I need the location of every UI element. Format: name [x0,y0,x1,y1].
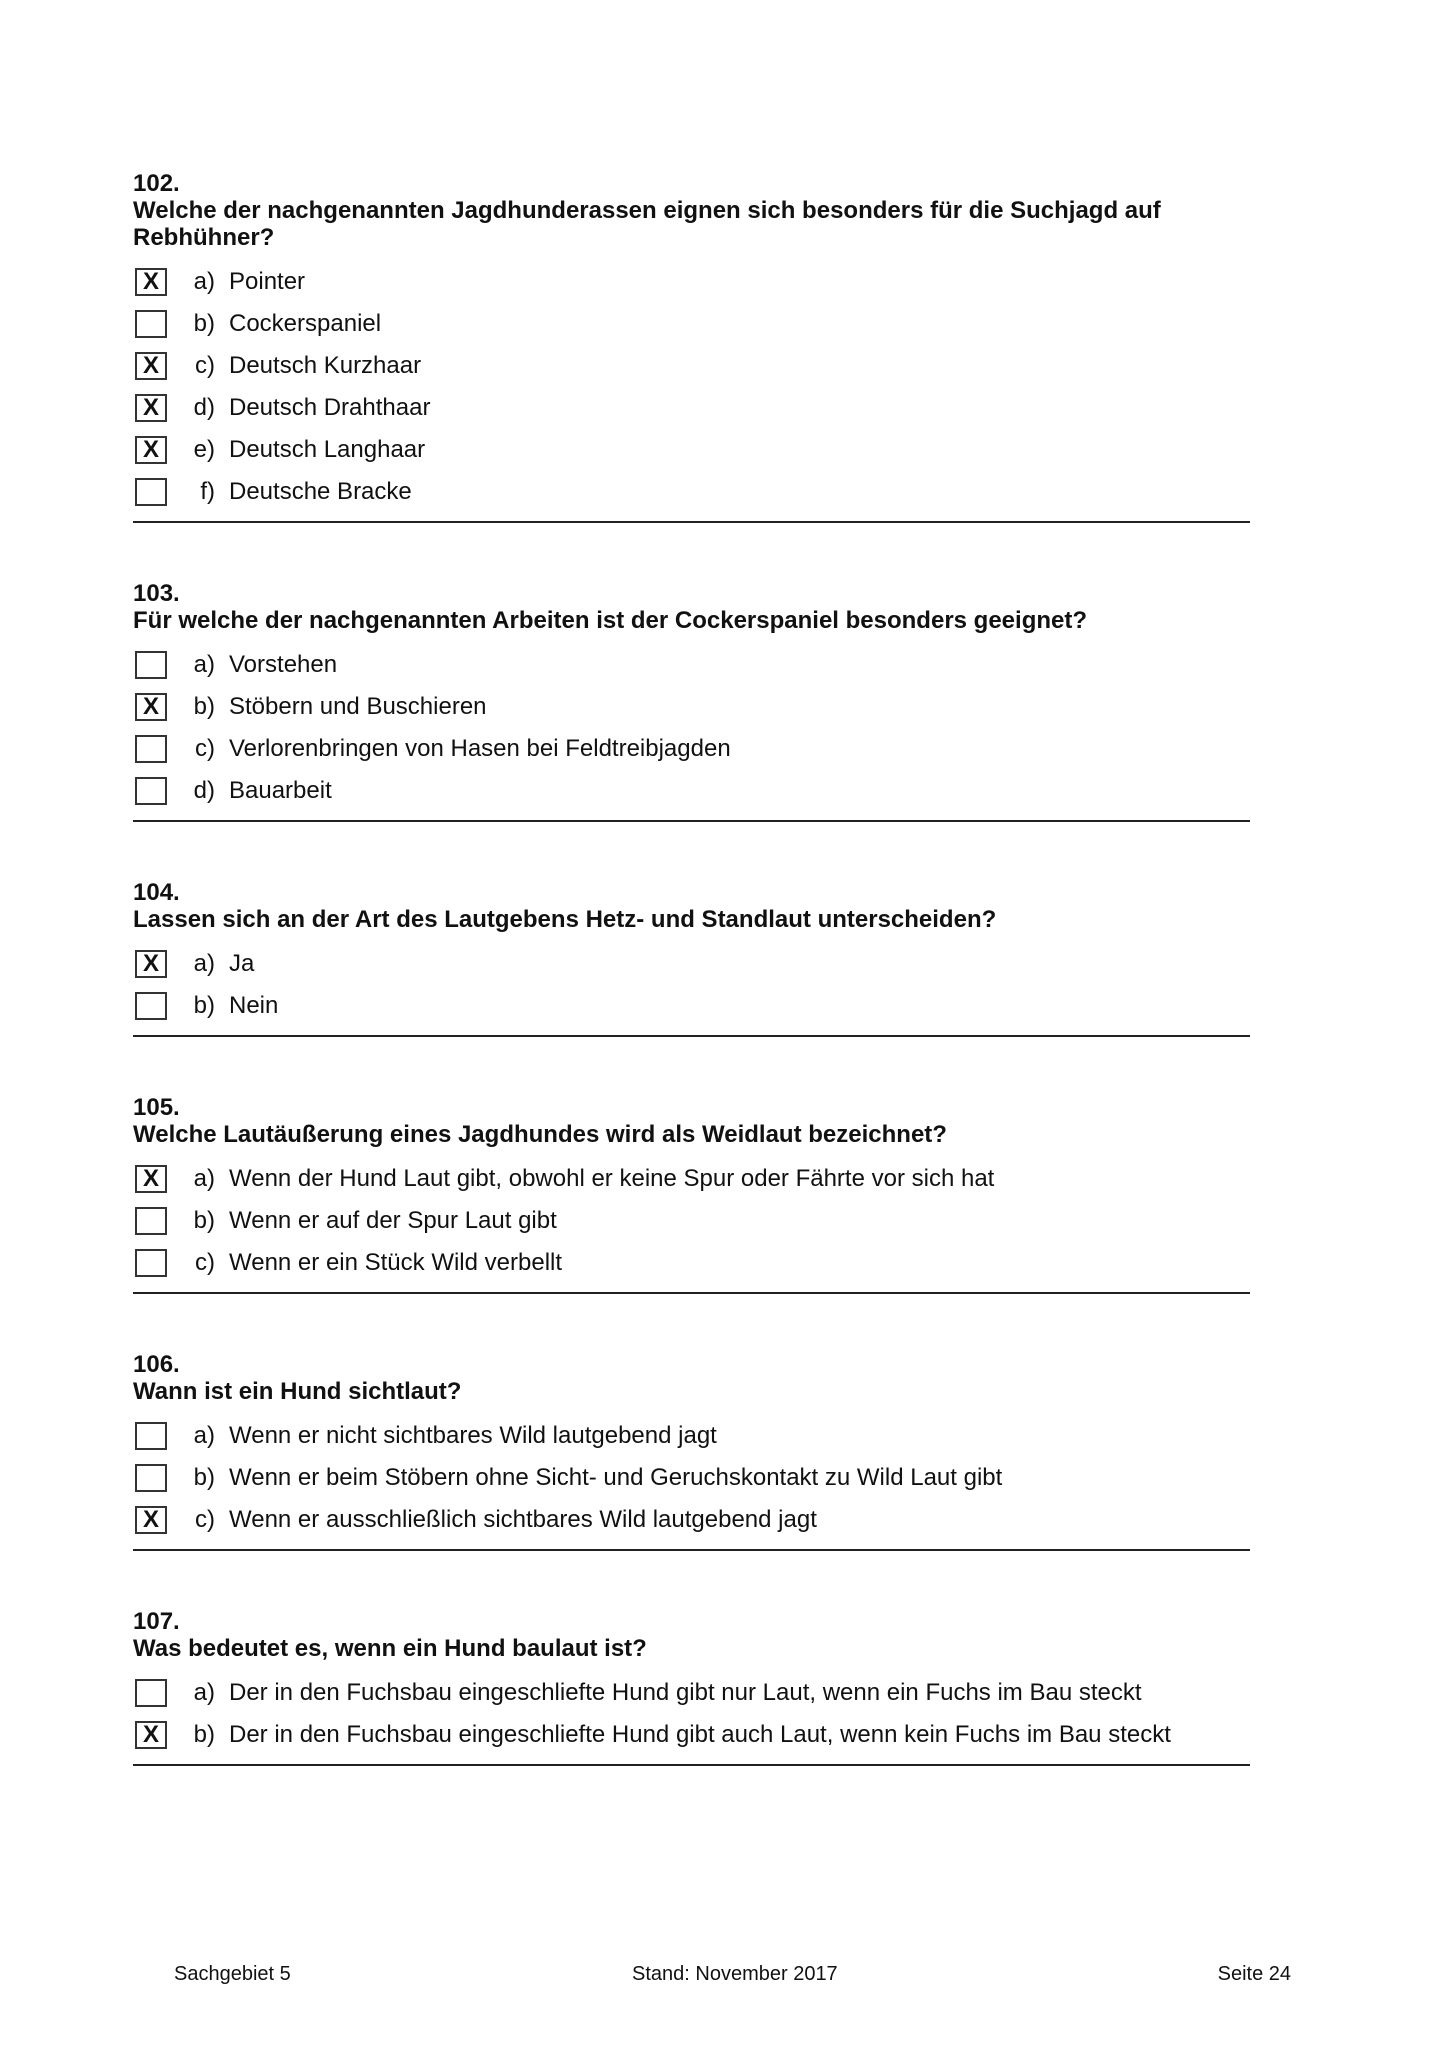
answer-checkbox[interactable]: X [135,268,167,296]
option-letter: b) [193,1464,215,1491]
answer-option[interactable] [133,387,1250,429]
option-letter: b) [193,1207,215,1234]
answer-checkbox[interactable]: X [135,394,167,422]
option-letter: a) [193,950,215,977]
option-label: Vorstehen [229,651,338,678]
footer-section: Sachgebiet 5 [174,1963,291,1985]
option-letter: a) [193,1422,215,1449]
answer-option[interactable] [133,1200,1250,1242]
option-label: Bauarbeit [229,777,332,804]
option-label: Wenn er nicht sichtbares Wild lautgebend jagt [229,1422,717,1449]
option-label: Wenn er beim Stöbern ohne Sicht- und Geruchskontakt zu Wild Laut gibt [229,1464,1003,1491]
option-letter: c) [195,1506,215,1533]
answer-checkbox[interactable]: X [135,1721,167,1749]
question [133,1608,1250,1766]
question-number: 106. [133,1351,180,1378]
answer-option[interactable] [133,770,1250,812]
answer-option[interactable] [133,1242,1250,1284]
answer-checkbox[interactable] [135,478,167,506]
answer-checkbox[interactable] [135,1422,167,1450]
question-number: 102. [133,170,180,197]
option-letter: a) [193,1679,215,1706]
option-label: Nein [229,992,279,1019]
question [133,1094,1250,1294]
option-list [133,943,1250,1027]
footer-page-number: Seite 24 [1217,1963,1291,1985]
answer-checkbox[interactable] [135,651,167,679]
option-letter: c) [195,352,215,379]
option-list [133,1672,1250,1756]
option-label: Verlorenbringen von Hasen bei Feldtreibjagden [229,735,731,762]
option-label: Wenn der Hund Laut gibt, obwohl er keine Spur oder Fährte vor sich hat [229,1165,995,1192]
option-label: Pointer [229,268,306,295]
answer-option[interactable] [133,1499,1250,1541]
answer-option[interactable] [133,429,1250,471]
option-letter: a) [193,268,215,295]
question-list [133,170,1250,1823]
question-text: Welche der nachgenannten Jagdhunderassen eignen sich besonders für die Suchjagd auf Rebhühner? [133,197,1161,251]
option-letter: a) [193,651,215,678]
option-list [133,261,1250,513]
option-letter: c) [195,735,215,762]
answer-option[interactable] [133,1158,1250,1200]
question-text: Wann ist ein Hund sichtlaut? [133,1378,462,1405]
answer-checkbox[interactable] [135,777,167,805]
option-label: Deutsch Kurzhaar [229,352,422,379]
question-number: 107. [133,1608,180,1635]
answer-option[interactable] [133,985,1250,1027]
answer-checkbox[interactable]: X [135,950,167,978]
answer-checkbox[interactable] [135,1464,167,1492]
question [133,170,1250,523]
answer-checkbox[interactable]: X [135,1165,167,1193]
option-letter: b) [193,992,215,1019]
option-label: Wenn er ausschließlich sichtbares Wild lautgebend jagt [229,1506,817,1533]
option-letter: b) [193,693,215,720]
answer-checkbox[interactable]: X [135,352,167,380]
answer-checkbox[interactable]: X [135,1506,167,1534]
option-label: Stöbern und Buschieren [229,693,487,720]
answer-option[interactable] [133,261,1250,303]
question-text: Was bedeutet es, wenn ein Hund baulaut ist? [133,1635,647,1662]
option-label: Der in den Fuchsbau eingeschliefte Hund gibt nur Laut, wenn ein Fuchs im Bau steckt [229,1679,1142,1706]
option-letter: c) [195,1249,215,1276]
question [133,580,1250,822]
option-label: Deutsch Drahthaar [229,394,431,421]
option-letter: e) [193,436,215,463]
option-label: Ja [229,950,255,977]
question [133,879,1250,1037]
answer-option[interactable] [133,471,1250,513]
question-number: 103. [133,580,180,607]
answer-checkbox[interactable] [135,735,167,763]
answer-option[interactable] [133,686,1250,728]
option-list [133,644,1250,812]
footer-date: Stand: November 2017 [632,1963,838,1985]
question-number: 105. [133,1094,180,1121]
option-label: Deutsch Langhaar [229,436,426,463]
option-letter: d) [193,394,215,421]
option-label: Der in den Fuchsbau eingeschliefte Hund gibt auch Laut, wenn kein Fuchs im Bau steckt [229,1721,1171,1748]
answer-checkbox[interactable] [135,1207,167,1235]
option-list [133,1415,1250,1541]
answer-option[interactable] [133,1415,1250,1457]
answer-option[interactable] [133,1714,1250,1756]
answer-checkbox[interactable] [135,310,167,338]
question-text: Lassen sich an der Art des Lautgebens Hetz- und Standlaut unterscheiden? [133,906,997,933]
option-letter: b) [193,1721,215,1748]
answer-checkbox[interactable] [135,992,167,1020]
answer-option[interactable] [133,345,1250,387]
option-label: Wenn er auf der Spur Laut gibt [229,1207,557,1234]
answer-option[interactable] [133,303,1250,345]
answer-option[interactable] [133,644,1250,686]
answer-option[interactable] [133,943,1250,985]
option-label: Cockerspaniel [229,310,382,337]
question [133,1351,1250,1551]
option-list [133,1158,1250,1284]
answer-checkbox[interactable]: X [135,436,167,464]
question-number: 104. [133,879,180,906]
answer-option[interactable] [133,1457,1250,1499]
question-text: Welche Lautäußerung eines Jagdhundes wird als Weidlaut bezeichnet? [133,1121,947,1148]
option-letter: a) [193,1165,215,1192]
answer-option[interactable] [133,728,1250,770]
option-letter: f) [200,478,215,505]
answer-checkbox[interactable]: X [135,693,167,721]
question-text: Für welche der nachgenannten Arbeiten ist der Cockerspaniel besonders geeignet? [133,607,1088,634]
option-letter: b) [193,310,215,337]
answer-option[interactable] [133,1672,1250,1714]
option-label: Wenn er ein Stück Wild verbellt [229,1249,563,1276]
answer-checkbox[interactable] [135,1249,167,1277]
answer-checkbox[interactable] [135,1679,167,1707]
option-letter: d) [193,777,215,804]
option-label: Deutsche Bracke [229,478,412,505]
